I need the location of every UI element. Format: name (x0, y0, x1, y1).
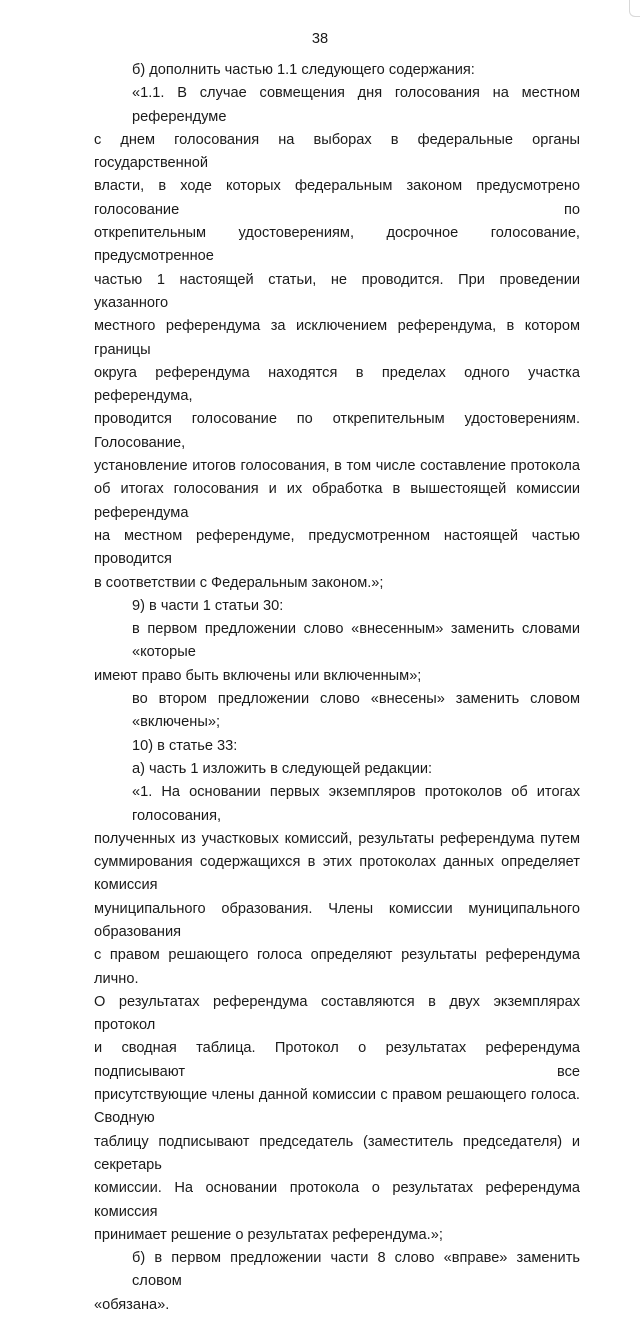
text-line: установление итогов голосования, в том числе составление протокола (94, 458, 580, 475)
text-line: 10) в статье 33: (132, 737, 238, 754)
text-line: имеют право быть включены или включенным»; (94, 667, 422, 684)
text-line: об итогах голосования и их обработка в вышестоящей комиссии референдума (94, 481, 580, 521)
text-line: местного референдума за исключением референдума, в котором границы (94, 318, 580, 358)
text-line: присутствующие члены данной комиссии с правом решающего голоса. Сводную (94, 1087, 580, 1127)
text-line: 9) в части 1 статьи 30: (132, 597, 284, 614)
scan-corner-mark (629, 0, 640, 17)
text-line: принимает решение о результатах референдума.»; (94, 1226, 443, 1243)
page-number: 38 (311, 31, 329, 47)
text-line: округа референдума находятся в пределах одного участка референдума, (94, 364, 580, 405)
text-line: «1. На основании первых экземпляров протоколов об итогах голосования, (132, 784, 580, 824)
text-line: «1.1. В случае совмещения дня голосования на местном референдуме (132, 85, 580, 125)
text-line: а) часть 1 изложить в следующей редакции: (132, 760, 433, 777)
text-line: с правом решающего голоса определяют результаты референдума лично. (94, 947, 580, 987)
text-line: во втором предложении слово «внесены» заменить словом «включены»; (132, 691, 580, 731)
text-line: открепительным удостоверениям, досрочное голосование, предусмотренное (94, 225, 580, 265)
text-line: муниципального образования. Члены комиссии муниципального образования (94, 900, 580, 940)
text-line: полученных из участковых комиссий, результаты референдума путем (94, 830, 580, 847)
text-line: «обязана». (94, 1296, 170, 1313)
document-body (94, 59, 580, 1317)
text-line: проводится голосование по открепительным удостоверениям. Голосование, (94, 411, 580, 451)
text-line: и сводная таблица. Протокол о результатах референдума подписывают все (94, 1040, 580, 1080)
text-line: б) дополнить частью 1.1 следующего содержания: (132, 62, 475, 78)
text-line: в первом предложении слово «внесенным» заменить словами «которые (132, 621, 580, 661)
text-line: суммирования содержащихся в этих протоколах данных определяет комиссия (94, 854, 580, 894)
text-line: власти, в ходе которых федеральным законом предусмотрено голосование по (94, 178, 580, 218)
text-line: с днем голосования на выборах в федеральные органы государственной (94, 131, 580, 172)
text-line: в соответствии с Федеральным законом.»; (94, 574, 384, 591)
text-line: б) в первом предложении части 8 слово «вправе» заменить словом (132, 1250, 580, 1290)
text-line: комиссии. На основании протокола о результатах референдума комиссия (94, 1180, 580, 1220)
text-line: О результатах референдума составляются в двух экземплярах протокол (94, 993, 580, 1034)
text-line: на местном референдуме, предусмотренном настоящей частью проводится (94, 527, 580, 568)
text-line: таблицу подписывают председатель (заместитель председателя) и секретарь (94, 1133, 580, 1173)
text-line: частью 1 настоящей статьи, не проводится. При проведении указанного (94, 271, 580, 311)
